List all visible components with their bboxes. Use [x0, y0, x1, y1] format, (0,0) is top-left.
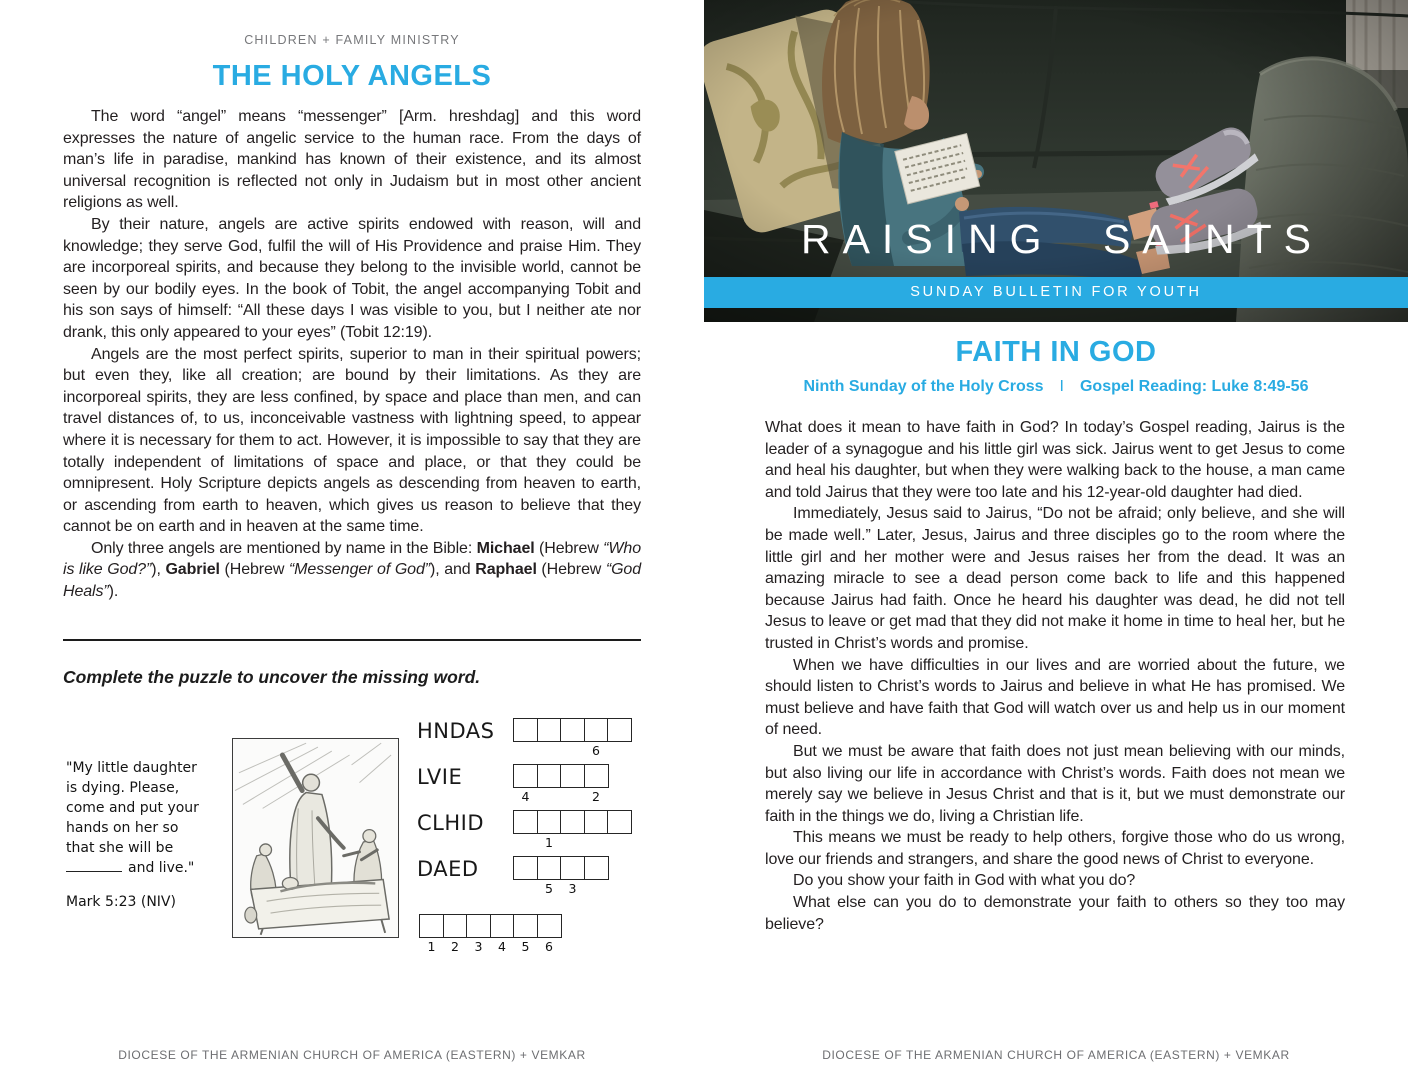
hero-banner: SUNDAY BULLETIN FOR YOUTH — [704, 277, 1408, 308]
letter-box-number: 6 — [592, 742, 600, 758]
paragraph: When we have difficulties in our lives and are worried about the future, we should listen to Christ’s words to Jairus and believe in what He has promised. We must believe and have faith that God will watch over us and help us in our moment of need. — [765, 656, 1345, 739]
right-page — [704, 0, 1408, 1088]
letter-box-number: 4 — [521, 788, 530, 804]
letter-box-number — [618, 743, 622, 758]
subtitle-left: Ninth Sunday of the Holy Cross — [803, 378, 1044, 395]
letter-box-number — [594, 881, 598, 896]
letter-box — [584, 718, 609, 742]
quote-blank-line: and live." — [66, 858, 226, 878]
quote-line: is dying. Please, — [66, 779, 180, 796]
article-body — [765, 417, 1345, 935]
letter-box — [560, 718, 585, 742]
healing-illustration — [232, 738, 399, 938]
subtitle-right: Gospel Reading: Luke 8:49-56 — [1079, 378, 1309, 395]
letter-box — [419, 914, 444, 938]
scramble-row — [417, 718, 632, 758]
letter-box — [560, 810, 585, 834]
paragraph: The word “angel” means “messenger” [Arm. hreshdag] and this word expresses the nature of angelic service to the human race. From the days of man’s life in paradise, mankind has known of their existence, and its almost universal recognition is reflected not only in Judaism but in most other ancient religions as well. — [63, 108, 641, 212]
page-title-holy-angels: THE HOLY ANGELS — [212, 60, 492, 92]
letter-box — [513, 764, 538, 788]
gospel-subtitle — [704, 378, 1408, 396]
letter-box — [513, 718, 538, 742]
quote-lines — [66, 758, 226, 858]
letter-box-number — [594, 835, 598, 850]
photo-vignette — [704, 0, 1408, 322]
letter-box-number: 3 — [474, 938, 483, 954]
letter-box — [584, 810, 609, 834]
letter-box-number — [547, 789, 551, 804]
section-divider — [63, 639, 641, 641]
letter-box — [584, 764, 609, 788]
quote-line: hands on her so — [66, 819, 179, 836]
letter-box — [537, 856, 562, 880]
letter-box-number: 1 — [427, 938, 436, 954]
letter-box-number: 5 — [521, 938, 530, 954]
letter-box-number: 6 — [545, 938, 553, 954]
paragraph: Do you show your faith in God with what you do? — [793, 872, 1136, 890]
letter-box — [607, 718, 632, 742]
missing-word-blank — [66, 859, 122, 872]
letter-box-number — [571, 835, 575, 850]
paragraph: But we must be aware that faith does not just mean believing with our minds, but also living our life in accordance with Christ’s words. Faith does not mean we merely say we believe in Jesus Christ and that is it, but we must demonstrate our faith in the things we do, living a Christian life. — [765, 742, 1345, 825]
letter-box-number — [571, 743, 575, 758]
subtitle-separator: I — [1059, 378, 1064, 395]
scramble-letters: HNDAS — [417, 718, 495, 743]
child-reading-on-sofa-photo — [704, 0, 1408, 322]
answer-row — [419, 914, 632, 954]
letter-box-number — [618, 835, 622, 850]
letter-box — [537, 914, 562, 938]
paragraph: This means we must be ready to help others, forgive those who do us wrong, love our friends and strangers, and share the good news of Christ to everyone. — [765, 829, 1345, 868]
letter-box-number — [524, 835, 528, 850]
quote-line: come and put your — [66, 799, 199, 816]
jesus-healing-jairus-daughter-engraving — [233, 739, 398, 937]
article-body — [63, 106, 641, 603]
letter-box-number — [571, 789, 575, 804]
letter-box — [443, 914, 468, 938]
letter-box-number: 3 — [568, 880, 577, 896]
scramble-row — [417, 856, 632, 896]
scripture-quote — [66, 758, 226, 960]
letter-box — [466, 914, 491, 938]
quote-line: that she will be — [66, 839, 174, 856]
puzzle-instruction: Complete the puzzle to uncover the missing word. — [63, 666, 481, 687]
left-footer: DIOCESE OF THE ARMENIAN CHURCH OF AMERICA (EASTERN) + VEMKAR — [118, 1048, 586, 1062]
letter-box-number — [524, 743, 528, 758]
letter-box — [537, 810, 562, 834]
quote-line: "My little daughter — [66, 759, 197, 776]
letter-box — [537, 718, 562, 742]
page-title-faith-in-god: FAITH IN GOD — [955, 336, 1157, 368]
letter-box-number: 2 — [451, 938, 459, 954]
paragraph-angel-names: Only three angels are mentioned by name in the Bible: Michael (Hebrew “Who is like God?”), Gabriel (Hebrew “Messenger of God”), and Raphael (Hebrew “God Heals”). — [63, 539, 642, 601]
paragraph: Immediately, Jesus said to Jairus, “Do not be afraid; only believe, and she will be made well.” Later, Jesus, Jairus and three disciples go to the room where the little girl and her mother were and Jesus raises her from the dead. It was an amazing miracle to see a dead person come back to life and this happened because Jairus had faith. Once he heard his daughter was dead, he did not tell Jesus to leave or get mad that they did not make it home in time to heal her, but he trusted in Christ’s words and promise. — [765, 505, 1345, 652]
hero — [704, 0, 1408, 322]
letter-box-number: 5 — [545, 880, 553, 896]
paragraph: What else can you do to demonstrate your faith to others so they too may believe? — [765, 894, 1345, 933]
letter-box-number: 4 — [498, 938, 506, 954]
letter-box — [513, 856, 538, 880]
letter-box — [560, 764, 585, 788]
letter-box — [560, 856, 585, 880]
letter-box-number: 1 — [545, 834, 553, 850]
paragraph: What does it mean to have faith in God? In today’s Gospel reading, Jairus is the leader of a synagogue and his little girl was sick. Jairus went to get Jesus to come and heal his daughter, but when they were walking back to the house, a man came and told Jairus that they were too late and his 12-year-old daughter had died. — [765, 419, 1345, 501]
scramble-row — [417, 810, 632, 850]
scramble-letters: DAED — [417, 856, 479, 881]
scramble-letters: CLHID — [417, 810, 485, 835]
scramble-row — [417, 764, 632, 804]
letter-box — [490, 914, 515, 938]
letter-box — [607, 810, 632, 834]
word-scramble — [417, 718, 632, 960]
letter-box-number — [524, 881, 528, 896]
letter-box-number: 2 — [592, 788, 600, 804]
letter-box — [513, 914, 538, 938]
right-footer: DIOCESE OF THE ARMENIAN CHURCH OF AMERICA (EASTERN) + VEMKAR — [822, 1048, 1290, 1062]
letter-box — [537, 764, 562, 788]
paragraph: By their nature, angels are active spirits endowed with reason, will and knowledge; they serve God, fulfil the will of His Providence and praise Him. They are incorporeal spirits, and because they belong to the invisible world, cannot be seen by our bodily eyes. In the book of Tobit, the angel accompanying Tobit and his son says of himself: “All these days I was visible to you, but I neither ate nor drank, this only appeared to your eyes” (Tobit 12:19). — [63, 215, 641, 341]
letter-box-number — [547, 743, 551, 758]
letter-box — [584, 856, 609, 880]
puzzle-activity — [66, 712, 644, 960]
hero-title: RAISING SAINTS — [800, 216, 1324, 262]
letter-box — [513, 810, 538, 834]
scramble-letters: LVIE — [417, 764, 463, 789]
ministry-eyebrow: CHILDREN + FAMILY MINISTRY — [244, 33, 460, 47]
paragraph: Angels are the most perfect spirits, superior to man in their spiritual powers; but even they, like all creation; are bound by their limitations. As they are incorporeal spirits, they are less confined, by space and place than men, and can travel distances of, to us, inconceivable vastness with lightning speed, to appear where it is necessary for them to act. However, it is impossible to say that they are totally independent of limitations of space and place, or that they could be omnipresent. Holy Scripture depicts angels as descending from heaven to earth, or ascending from earth to heaven, which gives us reason to believe that they cannot be on earth and in heaven at the same time. — [63, 345, 641, 536]
scripture-reference: Mark 5:23 (NIV) — [66, 893, 176, 910]
